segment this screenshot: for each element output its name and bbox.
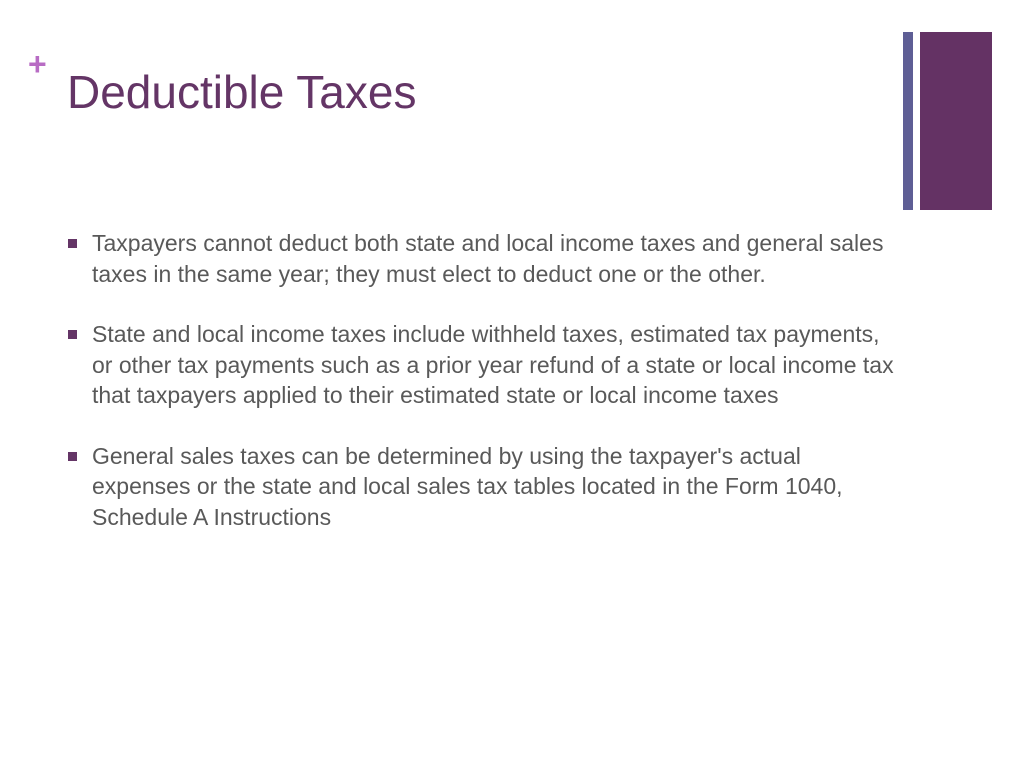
accent-bar-thin: [903, 32, 913, 210]
square-bullet-icon: [68, 452, 77, 461]
square-bullet-icon: [68, 330, 77, 339]
bullet-item: [68, 441, 898, 533]
bullet-item: [68, 319, 898, 411]
bullet-text: General sales taxes can be determined by using the taxpayer's actual expenses or the state and local sales tax tables located in the Form 1040, Schedule A Instructions: [92, 442, 843, 530]
bullet-text: State and local income taxes include withheld taxes, estimated tax payments, or other tax payments such as a prior year refund of a state or local income tax that taxpayers applied to their estimated state or local income taxes: [92, 321, 894, 408]
accent-bar-wide: [920, 32, 992, 210]
bullet-item: [68, 228, 898, 289]
square-bullet-icon: [68, 239, 77, 248]
bullet-list: [68, 228, 898, 562]
slide-title: Deductible Taxes: [67, 66, 417, 118]
bullet-text: Taxpayers cannot deduct both state and local income taxes and general sales taxes in the same year; they must elect to deduct one or the other.: [92, 230, 884, 287]
plus-icon: +: [28, 46, 47, 82]
